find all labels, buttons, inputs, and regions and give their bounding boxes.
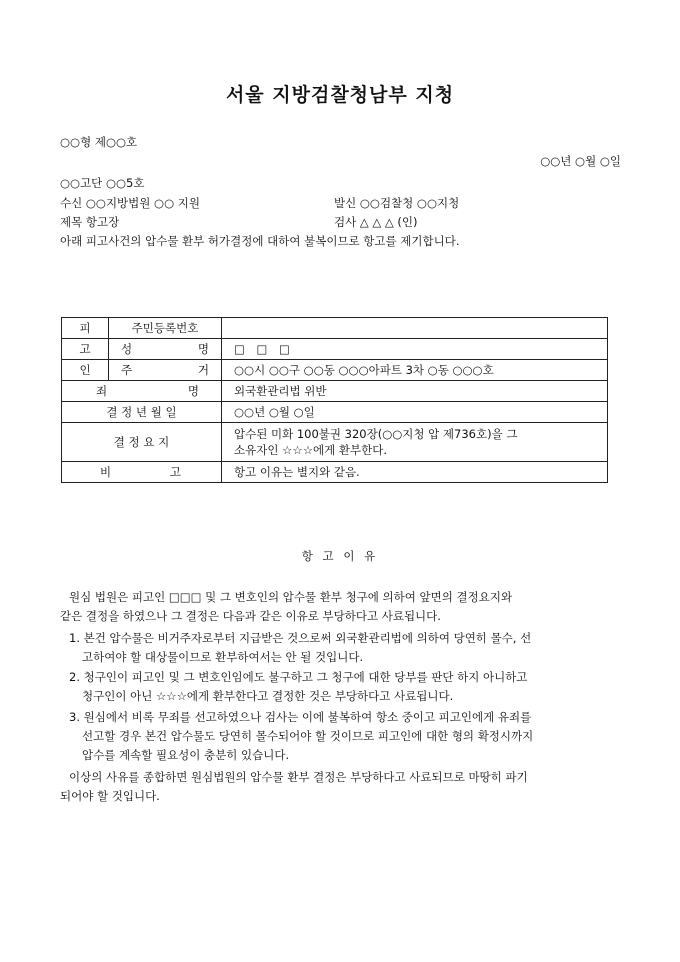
reason-item-1-line-2: 고하여야 할 대상물이므로 환부하여서는 안 될 것입니다. (82, 650, 364, 664)
defendant-label-1: 피 (62, 318, 109, 339)
table-row (62, 360, 608, 381)
crime-label: 죄 명 (62, 381, 222, 402)
defendant-label-3: 인 (62, 360, 109, 381)
subject: 제목 항고장 (60, 215, 120, 229)
intro-text: 아래 피고사건의 압수물 환부 허가결정에 대하여 불복이므로 항고를 제기합니다. (60, 234, 460, 248)
case-number: ○○고단 ○○5호 (60, 176, 145, 190)
decision-summary-value: 압수된 미화 100불권 320장(○○지청 압 제736호)을 그 소유자인 ☆☆☆에게 환부한다. (222, 423, 608, 462)
name-label: 성 명 (109, 339, 222, 360)
reason-item-2-line-2: 청구인이 아닌 ☆☆☆에게 환부한다고 결정한 것은 부당하다고 사료됩니다. (82, 689, 454, 703)
rrn-value (222, 318, 608, 339)
sender: 발신 ○○검찰청 ○○지청 (334, 196, 460, 210)
conclusion-line-2: 되어야 할 것입니다. (60, 789, 160, 803)
reason-item-3-line-2: 선고할 경우 본건 압수물도 당연히 몰수되어야 할 것이므로 피고인에 대한 형의 확정시까지 (82, 729, 534, 743)
reason-item-2-line-1: 2. 청구인이 피고인 및 그 변호인임에도 불구하고 그 청구에 대한 당부를 판단 하지 아니하고 (69, 670, 528, 684)
table-row (62, 318, 608, 339)
table-row (62, 423, 608, 462)
table-row (62, 339, 608, 360)
remarks-value: 항고 이유는 별지와 같음. (222, 462, 608, 483)
document-title: 서울 지방검찰청남부 지청 (225, 84, 455, 106)
reason-item-3-line-1: 3. 원심에서 비록 무죄를 선고하였으나 검사는 이에 불복하여 항소 중이고 피고인에게 유죄를 (69, 710, 532, 724)
table-row (62, 402, 608, 423)
case-info-table (61, 317, 608, 483)
reason-paragraph-1-line-2: 같은 결정을 하였으나 그 결정은 다음과 같은 이유로 부당하다고 사료됩니다. (60, 609, 441, 623)
decision-date-value: ○○년 ○월 ○일 (222, 402, 608, 423)
recipient: 수신 ○○지방법원 ○○ 지원 (60, 196, 200, 210)
rrn-label: 주민등록번호 (109, 318, 222, 339)
decision-date-label: 결 정 년 월 일 (62, 402, 222, 423)
remarks-label: 비 고 (62, 462, 222, 483)
address-label: 주 거 (109, 360, 222, 381)
reason-item-3-line-3: 압수를 계속할 필요성이 충분히 있습니다. (82, 748, 290, 762)
decision-summary-label: 결 정 요 지 (62, 423, 222, 462)
reason-item-1-line-1: 1. 본건 압수물은 비거주자로부터 지급받은 것으로써 외국환관리법에 의하여 당연히 몰수, 선 (69, 631, 532, 645)
reasons-title: 항 고 이 유 (301, 549, 379, 563)
conclusion-line-1: 이상의 사유를 종합하면 원심법원의 압수물 환부 결정은 부당하다고 사료되므로 마땅히 파기 (69, 770, 528, 784)
name-value: □ □ □ (222, 339, 608, 360)
table-row (62, 462, 608, 483)
crime-value: 외국환관리법 위반 (222, 381, 608, 402)
defendant-label-2: 고 (62, 339, 109, 360)
address-value: ○○시 ○○구 ○○동 ○○○아파트 3차 ○동 ○○○호 (222, 360, 608, 381)
document-number: ○○형 제○○호 (60, 135, 138, 149)
table-row (62, 381, 608, 402)
prosecutor: 검사 △ △ △ (인) (334, 215, 418, 229)
reason-paragraph-1-line-1: 원심 법원은 피고인 □□□ 및 그 변호인의 압수물 환부 청구에 의하여 앞면의 결정요지와 (69, 590, 513, 604)
document-date: ○○년 ○월 ○일 (540, 154, 621, 168)
